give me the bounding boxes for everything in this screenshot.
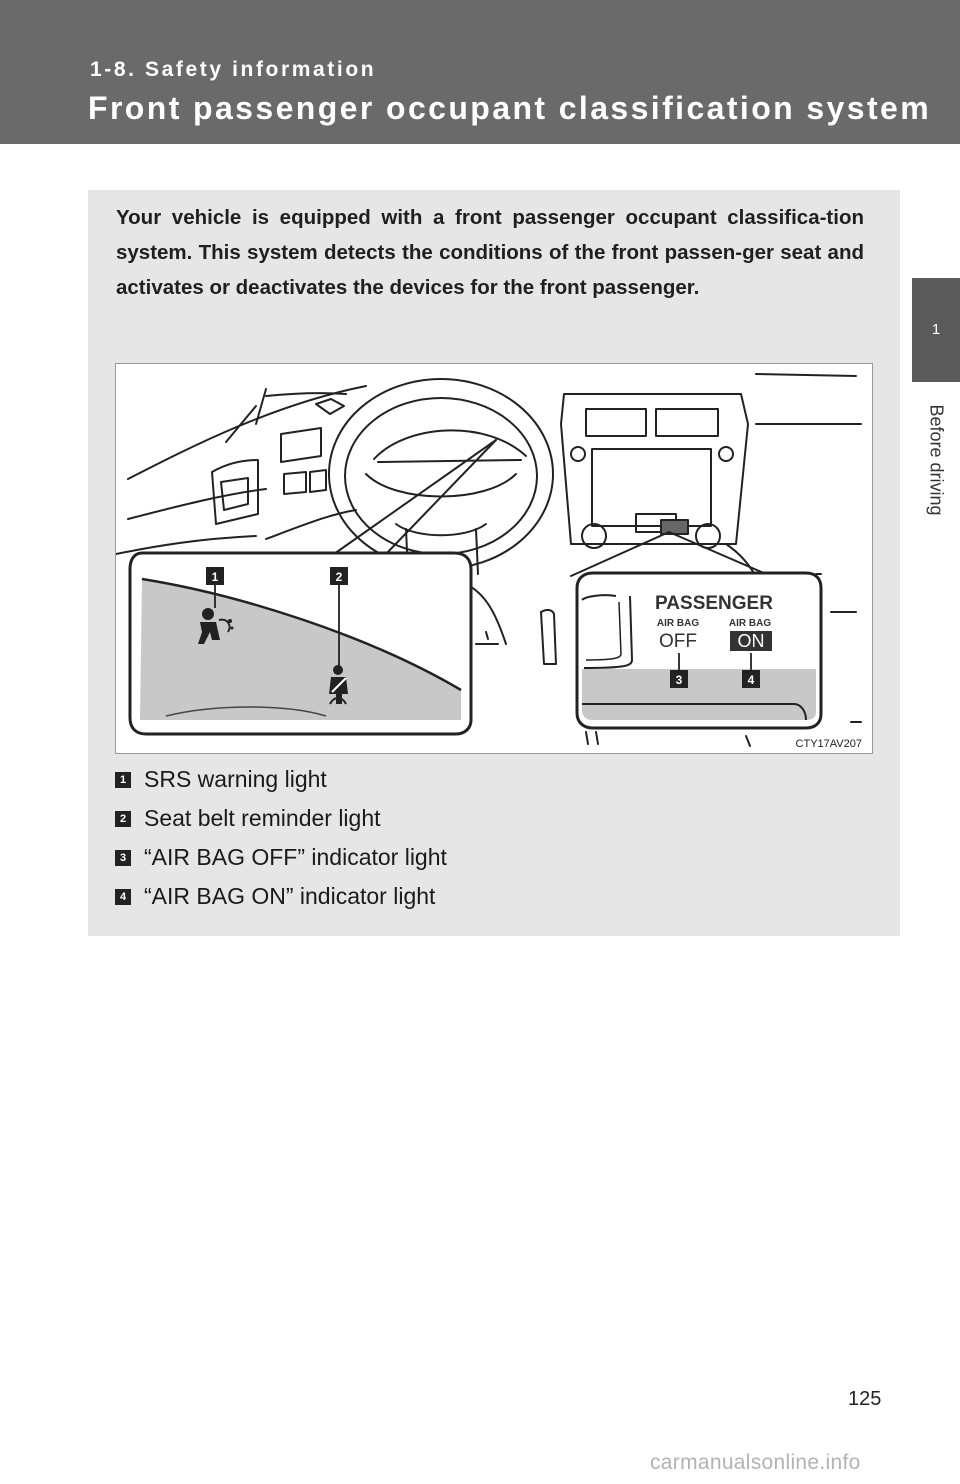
page-title: Front passenger occupant classification system [88, 90, 932, 126]
dashboard-drawing [116, 364, 872, 753]
callout-2: 2 [335, 570, 343, 584]
chapter-tab-text: Before driving [926, 404, 947, 516]
legend-item [115, 760, 447, 799]
airbag-off-small-label: AIR BAG [656, 618, 700, 629]
legend-text: SRS warning light [144, 766, 327, 792]
callout-4: 4 [747, 673, 755, 687]
airbag-on-small-label: AIR BAG [728, 618, 772, 629]
figure-code: CTY17AV207 [795, 738, 862, 750]
section-heading: 1-8. Safety information [90, 58, 377, 81]
legend-item [115, 877, 447, 916]
info-panel [88, 190, 900, 936]
legend-list [115, 760, 447, 916]
airbag-on-label: ON [737, 631, 765, 651]
legend-item [115, 799, 447, 838]
dashboard-illustration [115, 363, 873, 754]
chapter-tab-number[interactable]: 1 [912, 278, 960, 382]
header-bar [0, 0, 960, 144]
legend-text: Seat belt reminder light [144, 805, 381, 831]
legend-text: “AIR BAG ON” indicator light [144, 883, 436, 909]
legend-badge: 3 [115, 850, 131, 866]
legend-badge: 4 [115, 889, 131, 905]
intro-paragraph: Your vehicle is equipped with a front passenger occupant classifica-tion system. This system detects the conditions of the front passen-ger seat and activates or deactivates the devices for the front passenger. [116, 206, 864, 299]
legend-text: “AIR BAG OFF” indicator light [144, 844, 447, 870]
page-number: 125 [848, 1388, 882, 1410]
legend-badge: 2 [115, 811, 131, 827]
passenger-label: PASSENGER [655, 593, 773, 614]
callout-3: 3 [675, 673, 683, 687]
watermark-text[interactable]: carmanualsonline.info [650, 1451, 861, 1474]
legend-item [115, 838, 447, 877]
legend-badge: 1 [115, 772, 131, 788]
chapter-tab-label [912, 390, 960, 530]
airbag-off-label: OFF [659, 631, 697, 652]
callout-1: 1 [211, 570, 219, 584]
